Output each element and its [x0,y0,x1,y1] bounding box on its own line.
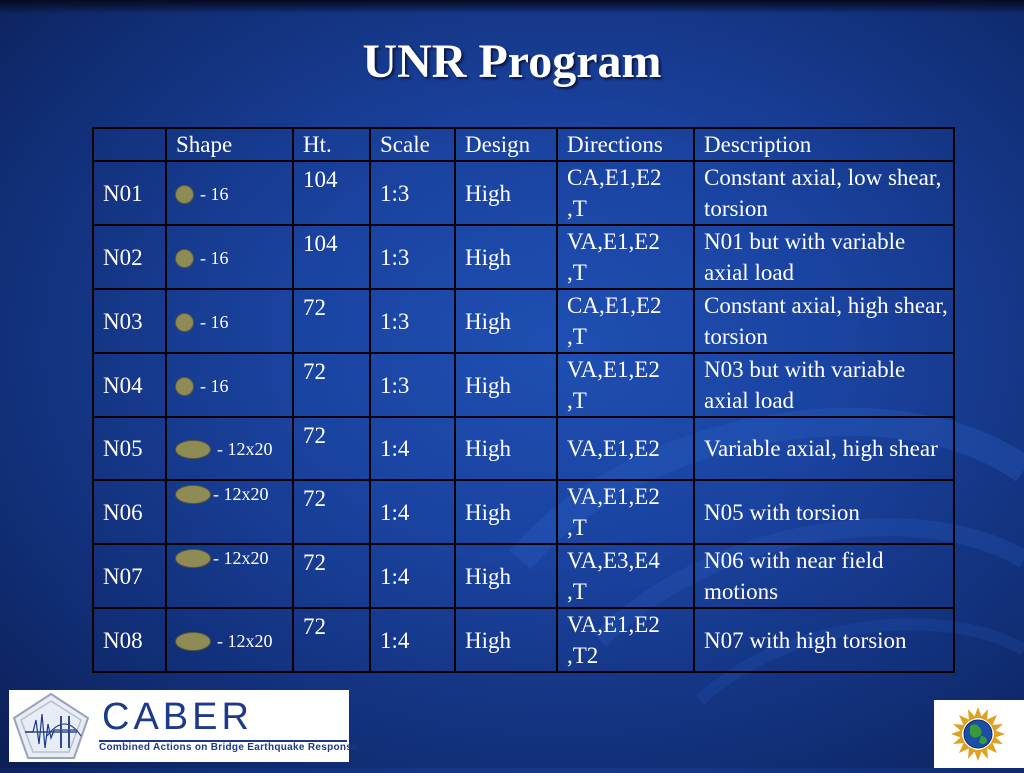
header-cell-design: Design [455,128,557,161]
header-cell-directions: Directions [557,128,694,161]
table-row [93,161,954,225]
height-cell: 72 [293,353,370,417]
directions-cell [557,608,694,672]
shape-symbol [175,626,273,651]
scale-cell: 1:4 [370,608,455,672]
directions-line: VA,E3,E4 [567,548,660,573]
table-row [93,417,954,480]
shape-size-label: - 12x20 [217,439,273,460]
caber-logo [9,690,359,762]
scale-cell: 1:3 [370,225,455,289]
circle-section-icon [175,313,194,332]
shape-size-label: - 12x20 [213,484,269,504]
header-cell-id [93,128,166,161]
directions-cell [557,225,694,289]
circle-section-icon [175,377,194,396]
design-cell: High [455,417,557,480]
header-cell-shape: Shape [166,128,293,161]
shape-symbol [175,179,229,204]
specimen-id-cell: N03 [93,289,166,353]
directions-line: VA,E1,E2 [567,357,660,382]
circle-section-icon [175,185,194,204]
specimen-id-cell: N07 [93,544,166,608]
design-cell: High [455,289,557,353]
scale-cell: 1:3 [370,161,455,225]
description-cell: Variable axial, high shear [694,417,954,480]
height-cell: 72 [293,480,370,544]
shape-symbol [175,371,229,396]
table-row [93,608,954,672]
height-cell: 104 [293,225,370,289]
description-cell: N07 with high torsion [694,608,954,672]
scale-cell: 1:4 [370,417,455,480]
shape-size-label: - 16 [200,311,229,332]
shape-symbol [175,485,269,516]
circle-section-icon [175,249,194,268]
table-row [93,480,954,544]
shape-size-label: - 16 [200,375,229,396]
directions-line: VA,E1,E2 [567,229,660,254]
description-cell: N03 but with variable axial load [694,353,954,417]
table-row [93,353,954,417]
design-cell: High [455,480,557,544]
directions-line: ,T [567,260,587,285]
design-cell: High [455,161,557,225]
table-row [93,225,954,289]
specimen-id-cell: N08 [93,608,166,672]
oval-section-icon [175,485,211,504]
height-cell: 104 [293,161,370,225]
description-cell: N06 with near field motions [694,544,954,608]
directions-cell [557,161,694,225]
shape-symbol [175,549,269,580]
scale-cell: 1:4 [370,480,455,544]
directions-line: ,T [567,324,587,349]
top-shadow-band [0,0,1024,14]
specimen-id-cell: N01 [93,161,166,225]
directions-line: VA,E1,E2 [567,436,660,461]
description-cell: N01 but with variable axial load [694,225,954,289]
header-cell-ht: Ht. [293,128,370,161]
scale-cell: 1:4 [370,544,455,608]
description-cell: N05 with torsion [694,480,954,544]
caber-name: CABER [102,696,253,738]
table-row [93,544,954,608]
shape-cell [166,480,293,544]
directions-cell [557,544,694,608]
directions-cell [557,353,694,417]
nsf-logo [934,700,1024,768]
specimen-id-cell: N04 [93,353,166,417]
directions-cell [557,417,694,480]
shape-cell [166,353,293,417]
directions-line: CA,E1,E2 [567,293,662,318]
scale-cell: 1:3 [370,289,455,353]
specimen-id-cell: N05 [93,417,166,480]
oval-section-icon [175,549,211,568]
height-cell: 72 [293,289,370,353]
bridge-seismograph-pentagon-icon [11,692,91,760]
specimen-id-cell: N02 [93,225,166,289]
shape-symbol [175,435,273,460]
directions-line: ,T [567,196,587,221]
caber-subtitle: Combined Actions on Bridge Earthquake Response [99,742,359,753]
directions-line: ,T [567,579,587,604]
unr-program-table [92,127,955,673]
shape-size-label: - 12x20 [217,630,273,651]
shape-size-label: - 16 [200,183,229,204]
shape-cell [166,608,293,672]
shape-cell [166,225,293,289]
directions-line: CA,E1,E2 [567,165,662,190]
design-cell: High [455,608,557,672]
description-cell: Constant axial, low shear, torsion [694,161,954,225]
slide-title: UNR Program [362,35,662,88]
shape-symbol [175,243,229,268]
table-header-row [93,128,954,161]
scale-cell: 1:3 [370,353,455,417]
header-cell-scale: Scale [370,128,455,161]
shape-size-label: - 12x20 [213,548,269,568]
directions-line: ,T [567,388,587,413]
specimen-id-cell: N06 [93,480,166,544]
header-cell-description: Description [694,128,954,161]
directions-cell [557,480,694,544]
directions-cell [557,289,694,353]
directions-line: ,T [567,515,587,540]
shape-cell [166,161,293,225]
design-cell: High [455,225,557,289]
design-cell: High [455,544,557,608]
directions-line: ,T2 [567,643,599,668]
description-cell: Constant axial, high shear, torsion [694,289,954,353]
directions-line: VA,E1,E2 [567,484,660,509]
design-cell: High [455,353,557,417]
oval-section-icon [175,440,211,459]
directions-line: VA,E1,E2 [567,612,660,637]
height-cell: 72 [293,417,370,480]
oval-section-icon [175,632,211,651]
shape-cell [166,289,293,353]
height-cell: 72 [293,544,370,608]
globe-sunburst-icon [934,700,1024,768]
shape-cell [166,417,293,480]
shape-cell [166,544,293,608]
table-row [93,289,954,353]
height-cell: 72 [293,608,370,672]
shape-symbol [175,307,229,332]
shape-size-label: - 16 [200,247,229,268]
